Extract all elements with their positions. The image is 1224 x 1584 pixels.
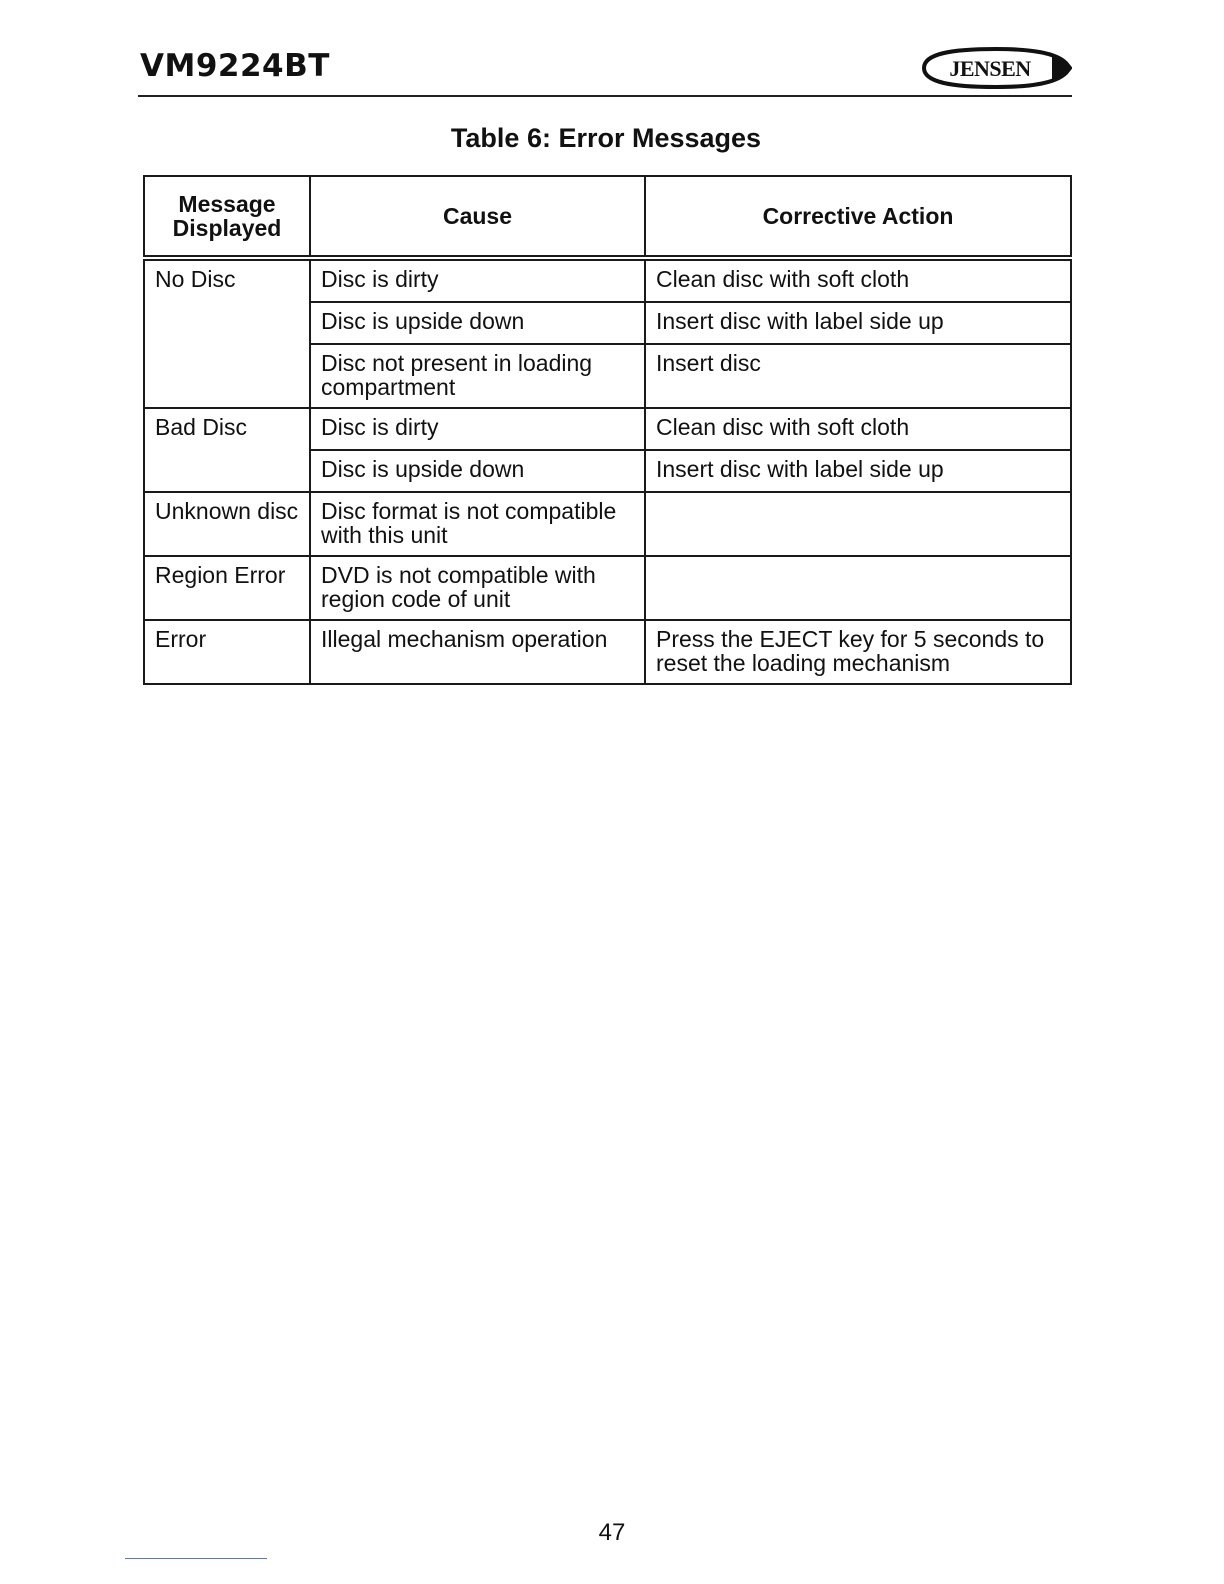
column-header-cause: Cause <box>310 176 645 258</box>
message-cell: No Disc <box>144 258 310 408</box>
message-cell: Region Error <box>144 556 310 620</box>
action-cell <box>645 492 1071 556</box>
cause-cell: Disc format is not compatible with this unit <box>310 492 645 556</box>
header-divider <box>138 95 1072 97</box>
table-row <box>144 258 1071 302</box>
cause-cell: Disc is upside down <box>310 450 645 492</box>
table-row <box>144 492 1071 556</box>
action-cell: Clean disc with soft cloth <box>645 408 1071 450</box>
action-cell: Insert disc with label side up <box>645 302 1071 344</box>
jensen-logo <box>920 46 1072 90</box>
table-row <box>144 620 1071 684</box>
cause-cell: Disc is dirty <box>310 408 645 450</box>
svg-text:JENSEN: JENSEN <box>949 56 1031 81</box>
cause-cell: Disc is upside down <box>310 302 645 344</box>
table-title: Table 6: Error Messages <box>450 123 762 153</box>
action-cell <box>645 556 1071 620</box>
cause-cell: Disc is dirty <box>310 258 645 302</box>
action-cell: Press the EJECT key for 5 seconds to reset the loading mechanism <box>645 620 1071 684</box>
footer-divider <box>125 1558 267 1559</box>
message-cell: Unknown disc <box>144 492 310 556</box>
action-cell: Clean disc with soft cloth <box>645 258 1071 302</box>
table-header-row <box>144 176 1071 258</box>
table-row <box>144 408 1071 450</box>
model-number: VM9224BT <box>140 48 330 84</box>
message-cell: Error <box>144 620 310 684</box>
column-header-action: Corrective Action <box>645 176 1071 258</box>
cause-cell: Illegal mechanism operation <box>310 620 645 684</box>
cause-cell: Disc not present in loading compartment <box>310 344 645 408</box>
column-header-message: Message Displayed <box>144 176 310 258</box>
table-row <box>144 556 1071 620</box>
action-cell: Insert disc with label side up <box>645 450 1071 492</box>
error-messages-table <box>143 175 1072 685</box>
action-cell: Insert disc <box>645 344 1071 408</box>
page-number: 47 <box>598 1519 626 1546</box>
cause-cell: DVD is not compatible with region code of unit <box>310 556 645 620</box>
message-cell: Bad Disc <box>144 408 310 492</box>
